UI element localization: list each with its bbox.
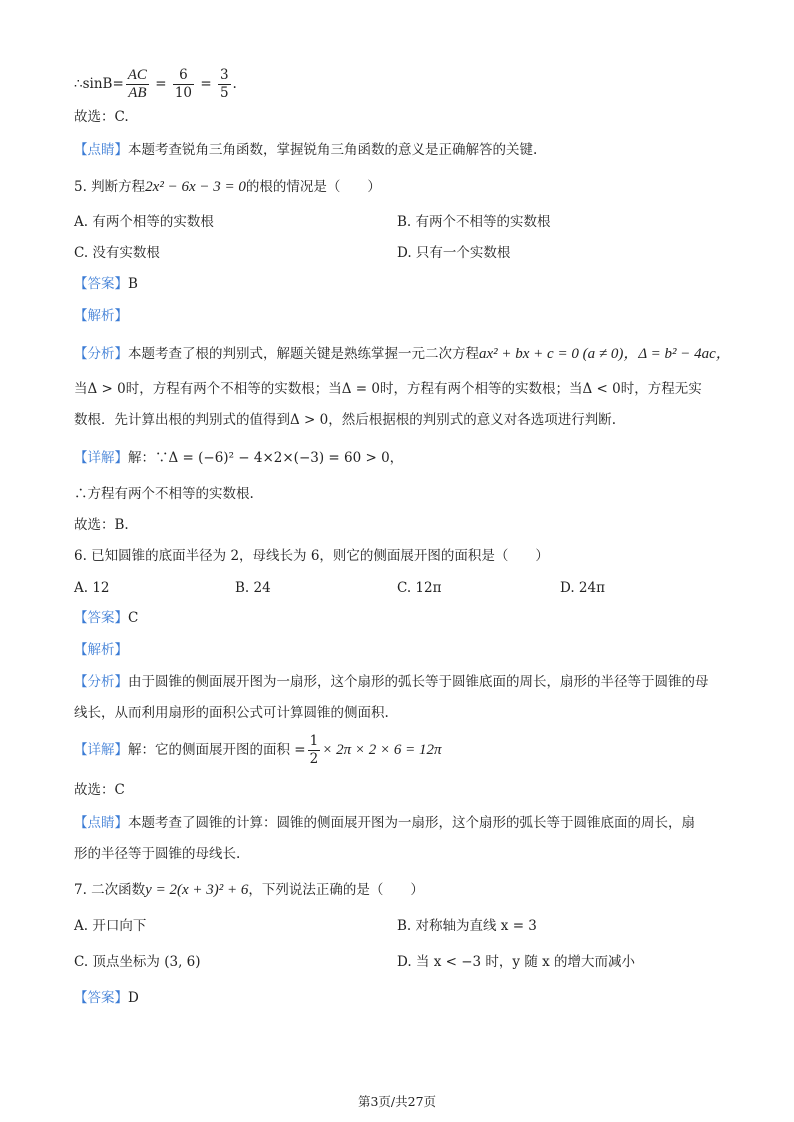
q5-conclusion: ∴方程有两个不相等的实数根. — [74, 486, 254, 502]
xiangjie-tag: 【详解】 — [74, 742, 128, 758]
fraction-ac-ab: $\frac{AC}{AB}$ — [127, 67, 147, 101]
answer-tag: 【答案】 — [74, 990, 128, 1006]
q6-choice: 故选：C — [74, 782, 125, 798]
q6-option-a: A. 12 — [74, 580, 110, 596]
q6-option-d: D. 24π — [560, 580, 605, 596]
q5-option-c: C. 没有实数根 — [74, 245, 160, 261]
sinb-formula: ∴sinB= $\frac{AC}{AB}$ = $\frac{6}{10}$ = $\frac{3}{5}$ . — [74, 67, 237, 101]
q6-dianjing-1: 【点睛】本题考查了圆锥的计算：圆锥的侧面展开图为一扇形，这个扇形的弧长等于圆锥底面的周长，扇 — [74, 815, 695, 831]
q6-jiexi-tag: 【解析】 — [74, 642, 128, 658]
dianjing-tag: 【点睛】 — [74, 142, 128, 158]
fenxi-tag: 【分析】 — [74, 674, 128, 690]
xiangjie-tag: 【详解】 — [74, 450, 128, 466]
q6-stem: 6. 已知圆锥的底面半径为 2，母线长为 6，则它的侧面展开图的面积是（ ） — [74, 548, 549, 564]
q7-option-a: A. 开口向下 — [74, 918, 147, 934]
q6-fenxi-1: 【分析】由于圆锥的侧面展开图为一扇形，这个扇形的弧长等于圆锥底面的周长，扇形的半径等于圆锥的母 — [74, 674, 709, 690]
q5-xiangjie: 【详解】解：∵Δ = (−6)² − 4×2×(−3) = 60 > 0， — [74, 450, 404, 466]
fraction-6-10: $\frac{6}{10}$ — [174, 67, 193, 101]
q5-fenxi-2: 当Δ > 0时，方程有两个不相等的实数根；当Δ = 0时，方程有两个相等的实数根；当Δ < 0时，方程无实 — [74, 381, 702, 397]
q7-option-c: C. 顶点坐标为 (3, 6) — [74, 954, 201, 970]
q5-fenxi-3: 数根．先计算出根的判别式的值得到Δ > 0，然后根据根的判别式的意义对各选项进行判断. — [74, 412, 617, 428]
choice-line: 故选：C. — [74, 109, 129, 125]
q6-dianjing-2: 形的半径等于圆锥的母线长. — [74, 846, 241, 862]
page-number: 第3页/共27页 — [357, 1094, 437, 1109]
answer-tag: 【答案】 — [74, 610, 128, 626]
q6-fenxi-2: 线长，从而利用扇形的面积公式可计算圆锥的侧面积. — [74, 705, 389, 721]
dianjing-tag: 【点睛】 — [74, 815, 128, 831]
fraction-1-2: $\frac{1}{2}$ — [309, 733, 319, 767]
q5-stem: 5. 判断方程2x² − 6x − 3 = 0的根的情况是（ ） — [74, 179, 381, 195]
q6-answer: 【答案】C — [74, 610, 139, 626]
q7-answer: 【答案】D — [74, 990, 139, 1006]
q5-jiexi-tag: 【解析】 — [74, 308, 128, 324]
q5-option-a: A. 有两个相等的实数根 — [74, 214, 214, 230]
fenxi-tag: 【分析】 — [74, 346, 128, 362]
q7-option-d: D. 当 x < −3 时，y 随 x 的增大而减小 — [397, 954, 636, 970]
fraction-3-5: $\frac{3}{5}$ — [219, 67, 229, 101]
dianjing-line: 【点睛】本题考查锐角三角函数，掌握锐角三角函数的意义是正确解答的关键. — [74, 142, 538, 158]
answer-tag: 【答案】 — [74, 276, 128, 292]
q5-option-d: D. 只有一个实数根 — [397, 245, 511, 261]
q7-stem: 7. 二次函数y = 2(x + 3)² + 6，下列说法正确的是（ ） — [74, 882, 424, 898]
q5-answer: 【答案】B — [74, 276, 138, 292]
q6-option-c: C. 12π — [397, 580, 442, 596]
q7-option-b: B. 对称轴为直线 x = 3 — [397, 918, 537, 934]
q5-fenxi-1: 【分析】本题考查了根的判别式，解题关键是熟练掌握一元二次方程ax² + bx + c = 0 (a ≠ 0)，Δ = b² − 4ac， — [74, 346, 731, 362]
q5-option-b: B. 有两个不相等的实数根 — [397, 214, 551, 230]
q6-xiangjie: 【详解】解：它的侧面展开图的面积 = $\frac{1}{2}$ × 2π × 2 × 6 = 12π — [74, 733, 442, 767]
q5-choice: 故选：B. — [74, 517, 129, 533]
q6-option-b: B. 24 — [235, 580, 271, 596]
